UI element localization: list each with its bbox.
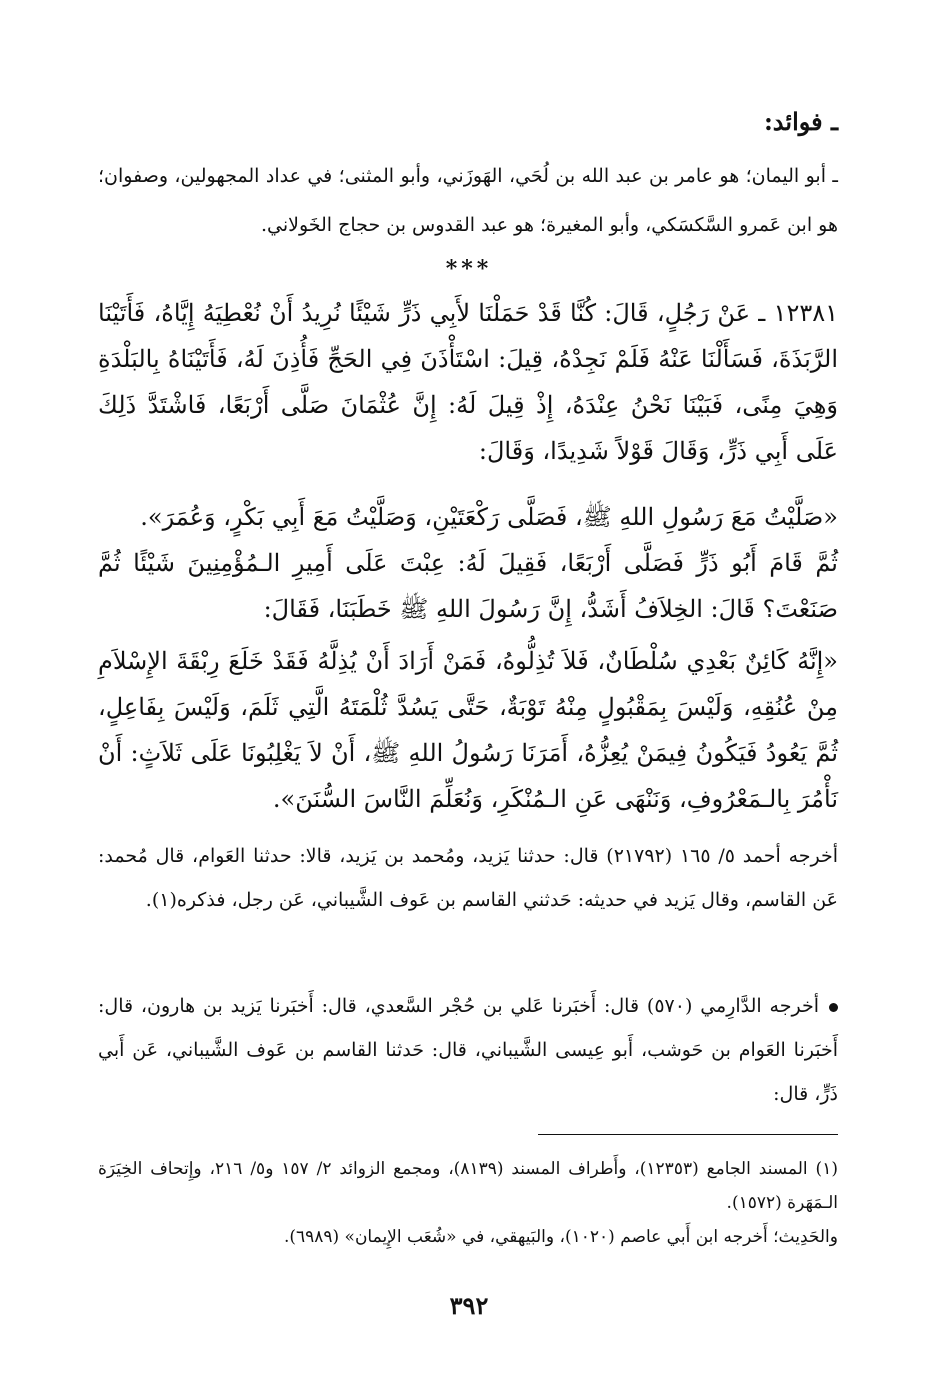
hadith-quote-second (98, 638, 838, 822)
footnote-divider (538, 1134, 838, 1135)
hadith-middle (98, 540, 838, 632)
narrator-notes (98, 152, 838, 250)
footnotes (98, 1152, 838, 1254)
asterism-separator: *** (445, 256, 493, 282)
footnote-one: (١) المسند الجامع (١٢٣٥٣)، وأَطراف المسند (٨١٣٩)، ومجمع الزوائد ٢/ ١٥٧ و٥/ ٢١٦، وإِتحاف الخِيَرَة الـمَهَرة (١٥٧٢). (98, 1159, 838, 1213)
hadith-intro-text: ١٢٣٨١ ـ عَنْ رَجُلٍ، قَالَ: كُنَّا قَدْ حَمَلْنَا لأَبِي ذَرٍّ شَيْئًا نُرِيدُ أَنْ نُعْطِيَهُ إِيَّاهُ، فَأَتَيْنَا الرَّبَذَةَ، فَسَأَلْنَا عَنْهُ فَلَمْ نَجِدْهُ، قِيلَ: اسْتَأْذَنَ فِي الحَجِّ فَأُذِنَ لَهُ، فَأَتَيْنَاهُ بِالبَلْدَةِ وَهِيَ مِنًى، فَبَيْنَا نَحْنُ عِنْدَهُ، إِذْ قِيلَ لَهُ: إِنَّ عُثْمَانَ صَلَّى أَرْبَعًا، فَاشْتَدَّ ذَلِكَ عَلَى أَبِي ذَرٍّ، وَقَالَ قَوْلاً شَدِيدًا، وَقَالَ: (98, 299, 838, 465)
hadith-quote-first-text: «صَلَّيْتُ مَعَ رَسُولِ اللهِ ﷺ، فَصَلَّى رَكْعَتَيْنِ، وَصَلَّيْتُ مَعَ أَبِي بَكْرٍ، وَعُمَرَ». (140, 503, 838, 531)
fawaid-heading: ـ فوائد: (763, 107, 838, 136)
footnote-two: والحَدِيث؛ أَخرجه ابن أَبي عاصم (١٠٢٠)، والبَيهقي، في «شُعَب الإِيمان» (٦٩٨٩). (283, 1227, 838, 1247)
takhrij-ahmad-text: أخرجه أحمد ٥/ ١٦٥ (٢١٧٩٢) قال: حدثنا يَزيد، ومُحمد بن يَزيد، قالا: حدثنا العَوام، قال مُحمد: عَن القاسم، وقال يَزيد في حديثه: حَدثني القاسم بن عَوف الشَّيباني، عَن رجل، فذكره(١). (98, 845, 839, 911)
takhrij-ahmad (98, 834, 838, 922)
bullet-icon (829, 1003, 838, 1012)
hadith-quote-second-text: «إِنَّهُ كَائِنٌ بَعْدِي سُلْطَانٌ، فَلاَ تُذِلُّوهُ، فَمَنْ أَرَادَ أَنْ يُذِلَّهُ فَقَدْ خَلَعَ رِبْقَةَ الإِسْلاَمِ مِنْ عُنُقِهِ، وَلَيْسَ بِمَقْبُولٍ مِنْهُ تَوْبَةٌ، حَتَّى يَسُدَّ ثُلْمَتَهُ الَّتِي ثَلَمَ، وَلَيْسَ بِفَاعِلٍ، ثُمَّ يَعُودُ فَيَكُونُ فِيمَنْ يُعِزُّهُ، أَمَرَنَا رَسُولُ اللهِ ﷺ، أَنْ لاَ يَغْلِبُونَا عَلَى ثَلاَثٍ: أَنْ نَأْمُرَ بِالـمَعْرُوفِ، وَنَنْهَى عَنِ الـمُنْكَرِ، وَنُعَلِّمَ النَّاسَ السُّنَنَ». (98, 647, 838, 813)
notes-paragraph: ـ أبو اليمان؛ هو عامر بن عبد الله بن لُحَي، الهَوزَني، وأبو المثنى؛ في عداد المجهولين، وصفوان؛ هو ابن عَمرو السَّكسَكي، وأبو المغيرة؛ هو عبد القدوس بن حجاج الخَولاني. (98, 165, 838, 236)
page-number: ٣٩٢ (449, 1291, 489, 1320)
hadith-middle-text: ثُمَّ قَامَ أَبُو ذَرٍّ فَصَلَّى أَرْبَعًا، فَقِيلَ لَهُ: عِبْتَ عَلَى أَمِيرِ الـمُؤْمِنِينَ شَيْئًا ثُمَّ صَنَعْتَ؟ قَالَ: الخِلاَفُ أَشَدُّ، إِنَّ رَسُولَ اللهِ ﷺ خَطَبَنَا، فَقَالَ: (98, 549, 838, 623)
takhrij-darimi (98, 984, 838, 1116)
takhrij-darimi-paragraph (98, 984, 838, 1116)
takhrij-darimi-text: أخرجه الدَّارِمي (٥٧٠) قال: أَخبَرنا عَلي بن حُجْر السَّعدي، قال: أَخبَرنا يَزيد بن هارون، قال: أَخبَرنا العَوام بن حَوشب، أَبو عِيسى الشَّيباني، قال: حَدثنا القاسم بن عَوف الشَّيباني، عَن أَبي ذَرٍّ، قال: (98, 995, 838, 1105)
hadith-intro (98, 290, 838, 474)
section-heading (98, 100, 838, 144)
hadith-quote-first (98, 494, 838, 540)
